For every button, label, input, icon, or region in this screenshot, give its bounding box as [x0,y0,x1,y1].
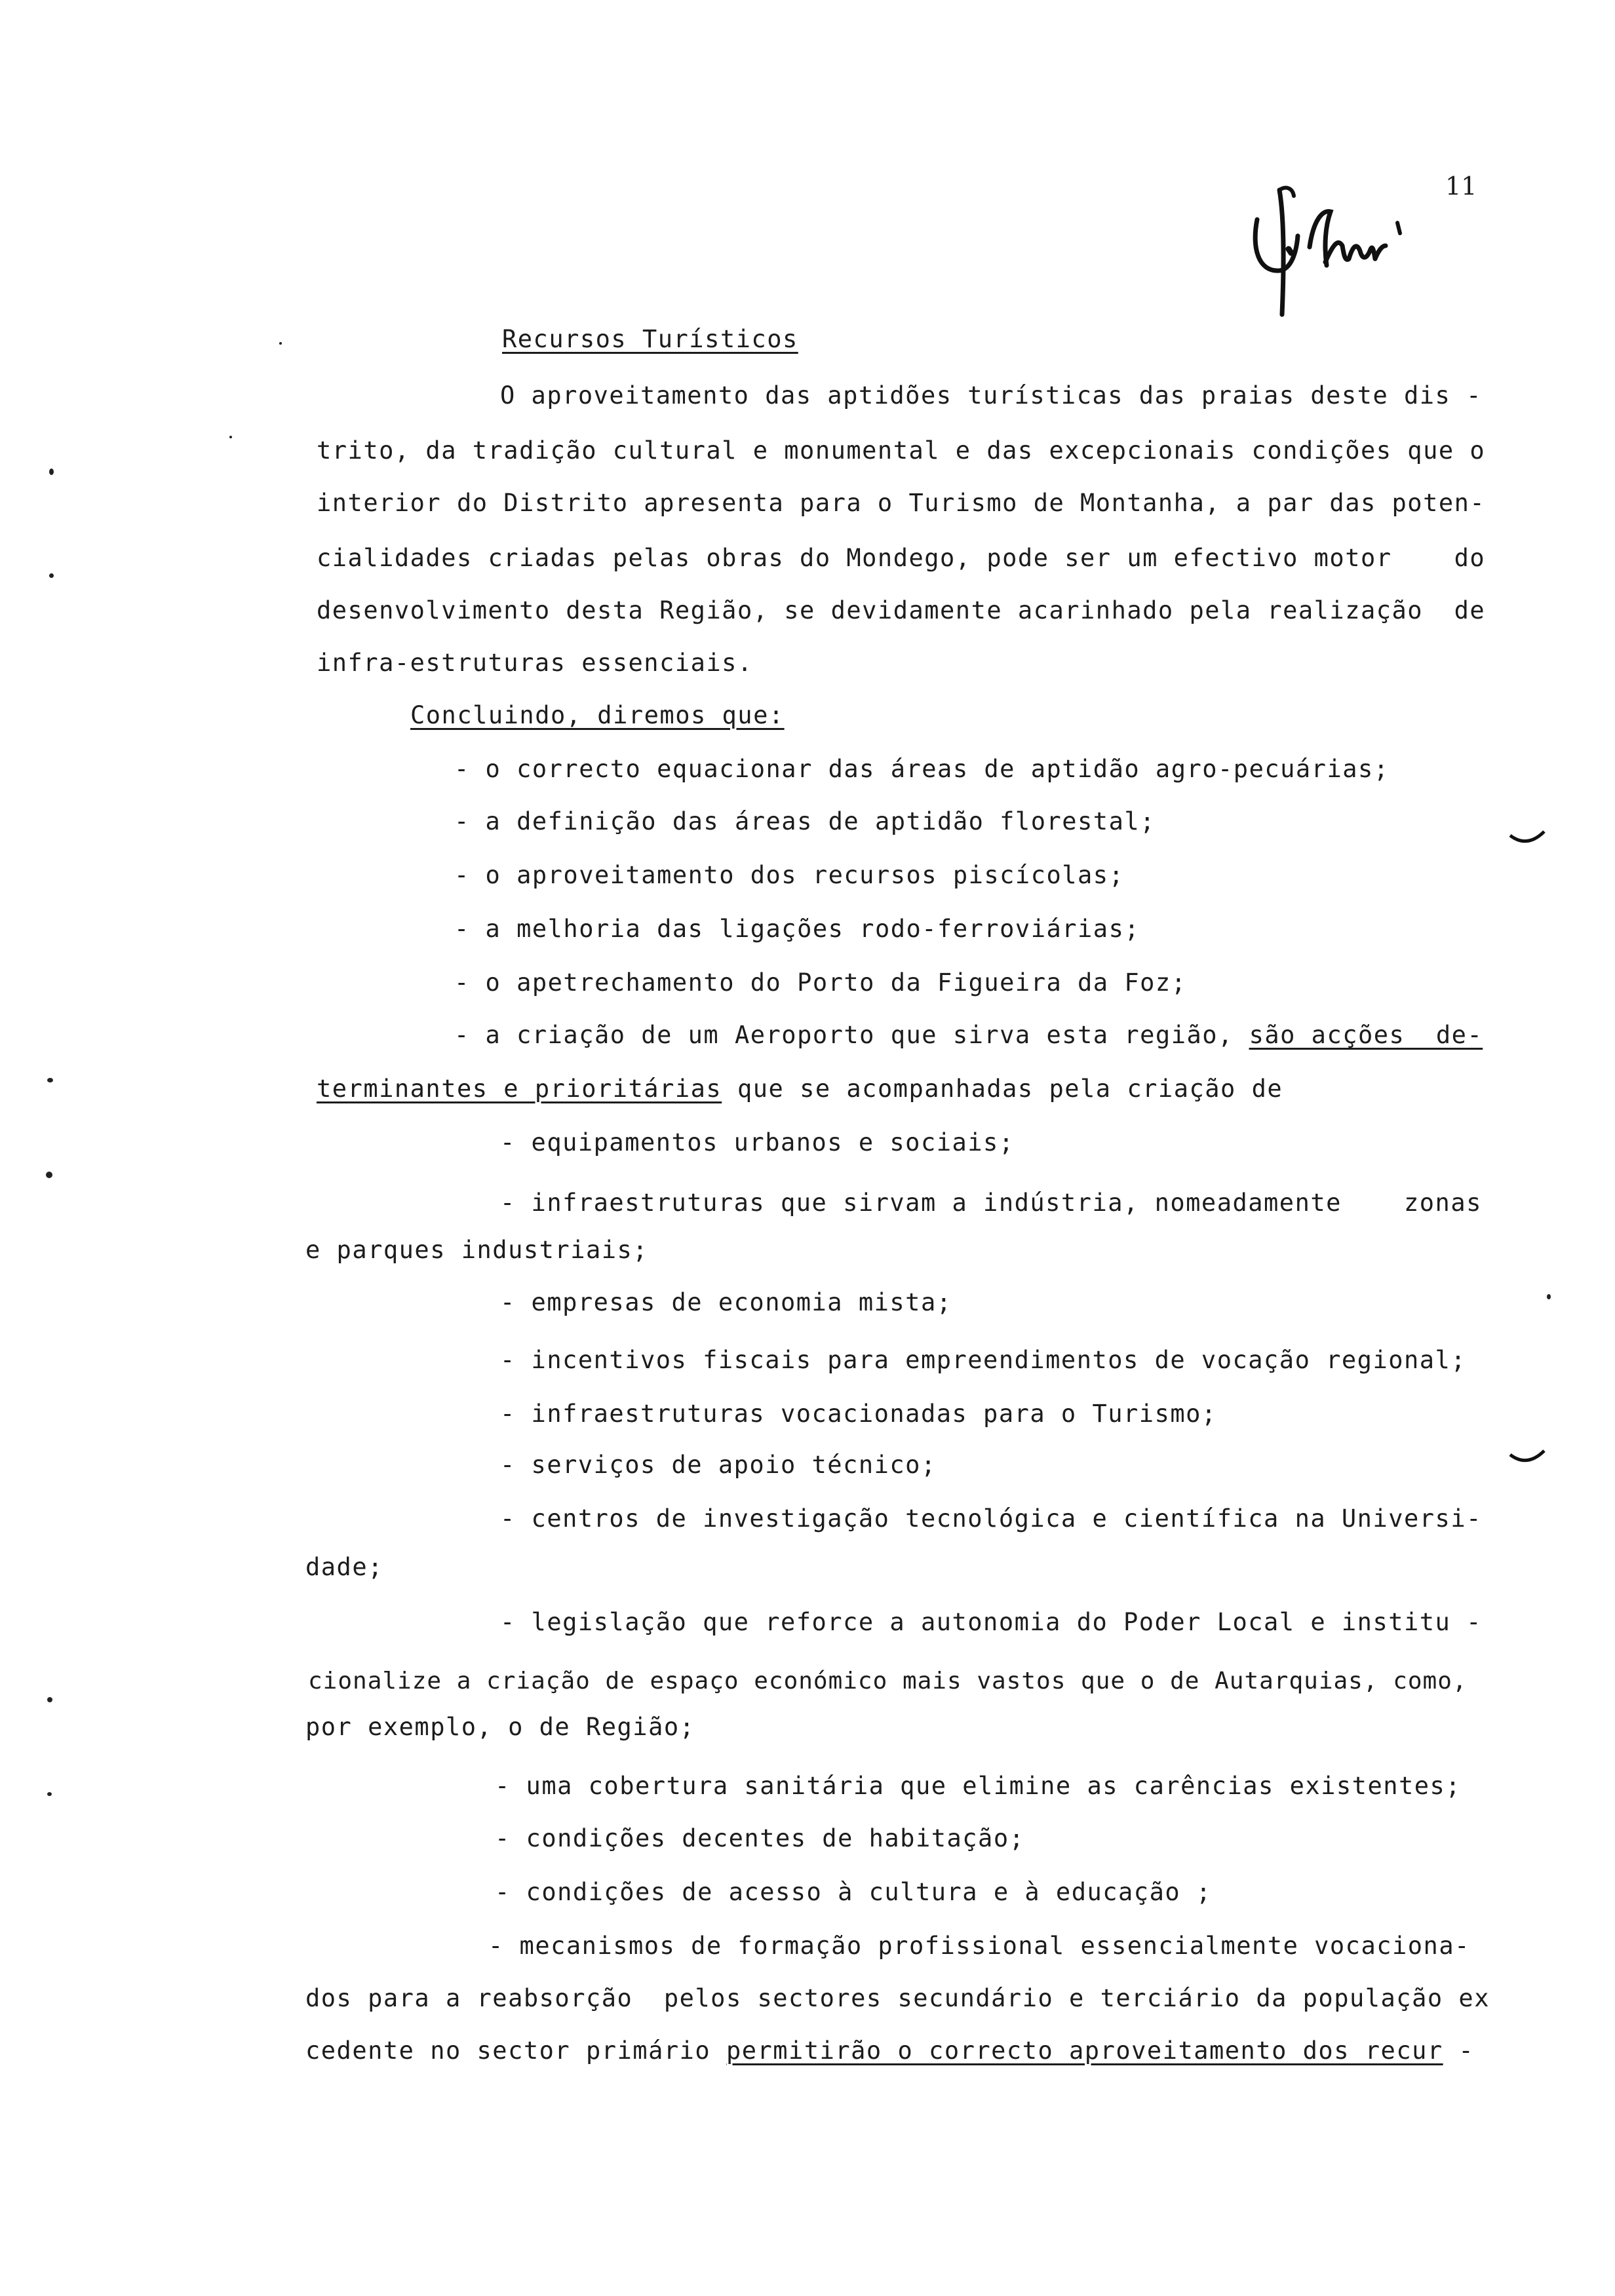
handwritten-signature [1245,174,1416,324]
paragraph-line: O aproveitamento das aptidões turísticas das praias deste dis - [500,381,1482,410]
list-item: - o correcto equacionar das áreas de aptidão agro-pecuárias; [454,755,1390,783]
paragraph-line: cialidades criadas pelas obras do Mondego, pode ser um efectivo motor do [317,544,1486,572]
list-item-text: - a criação de um Aeroporto que sirva esta região, [454,1021,1249,1049]
conclusion-heading: Concluindo, diremos que: [410,701,785,729]
scan-speck [47,1697,52,1702]
sub-item: - equipamentos urbanos e sociais; [500,1128,1015,1157]
list-item: - o aproveitamento dos recursos piscícolas; [454,861,1125,889]
list-item: - a definição das áreas de aptidão florestal; [454,807,1156,835]
sub-item: - infraestruturas que sirvam a indústria, nomeadamente zonas [500,1189,1482,1217]
scan-mark [1508,829,1547,849]
sub-item-continuation: por exemplo, o de Região; [305,1713,695,1741]
list-item-continuation [317,1075,1283,1103]
underlined-phrase: são acções de- [1249,1021,1483,1049]
sub-item: - centros de investigação tecnológica e científica na Universi- [500,1504,1482,1533]
sub-item: - empresas de economia mista; [500,1288,952,1316]
scan-speck [229,436,232,438]
page-number: 11 [1445,172,1477,201]
underlined-phrase: permitirão o correcto aproveitamento dos recur [726,2037,1443,2065]
scan-speck [49,573,54,578]
paragraph-line: desenvolvimento desta Região, se devidamente acarinhado pela realização de [317,596,1486,624]
sub-item: - legislação que reforce a autonomia do Poder Local e institu - [500,1608,1482,1636]
list-item [454,1021,1483,1050]
sub-item-text: - [1443,2037,1475,2065]
list-item: - o apetrechamento do Porto da Figueira da Foz; [454,968,1187,997]
section-title: Recursos Turísticos [502,325,798,353]
sub-item-continuation [305,2037,1474,2065]
sub-item-continuation: cionalize a criação de espaço económico mais vastos que o de Autarquias, como, [308,1668,1468,1694]
scan-speck [279,342,282,345]
sub-item-continuation: e parques industriais; [305,1236,649,1264]
sub-item-text: cedente no sector primário [305,2037,726,2065]
scan-speck [49,469,54,475]
sub-item: - mecanismos de formação profissional essencialmente vocaciona- [488,1932,1470,1960]
sub-item: - condições decentes de habitação; [495,1824,1025,1852]
sub-item: - uma cobertura sanitária que elimine as carências existentes; [495,1772,1462,1800]
sub-item-continuation: dos para a reabsorção pelos sectores secundário e terciário da população ex [305,1984,1490,2012]
paragraph-line: infra-estruturas essenciais. [317,649,753,677]
scan-speck [1547,1294,1551,1299]
scan-speck [46,1172,52,1178]
paragraph-line: interior do Distrito apresenta para o Turismo de Montanha, a par das poten- [317,489,1486,517]
sub-item: - serviços de apoio técnico; [500,1451,937,1479]
underlined-phrase: terminantes e prioritárias [317,1075,722,1103]
sub-item: - incentivos fiscais para empreendimentos de vocação regional; [500,1346,1467,1374]
list-item-text: que se acompanhadas pela criação de [722,1075,1283,1103]
sub-item: - condições de acesso à cultura e à educação ; [495,1878,1212,1906]
paragraph-line: trito, da tradição cultural e monumental e das excepcionais condições que o [317,436,1486,465]
scan-speck [47,1078,53,1082]
sub-item: - infraestruturas vocacionadas para o Turismo; [500,1400,1217,1428]
scan-mark [1508,1448,1547,1468]
list-item: - a melhoria das ligações rodo-ferroviárias; [454,915,1140,943]
sub-item-continuation: dade; [305,1553,383,1581]
scan-speck [47,1792,52,1796]
